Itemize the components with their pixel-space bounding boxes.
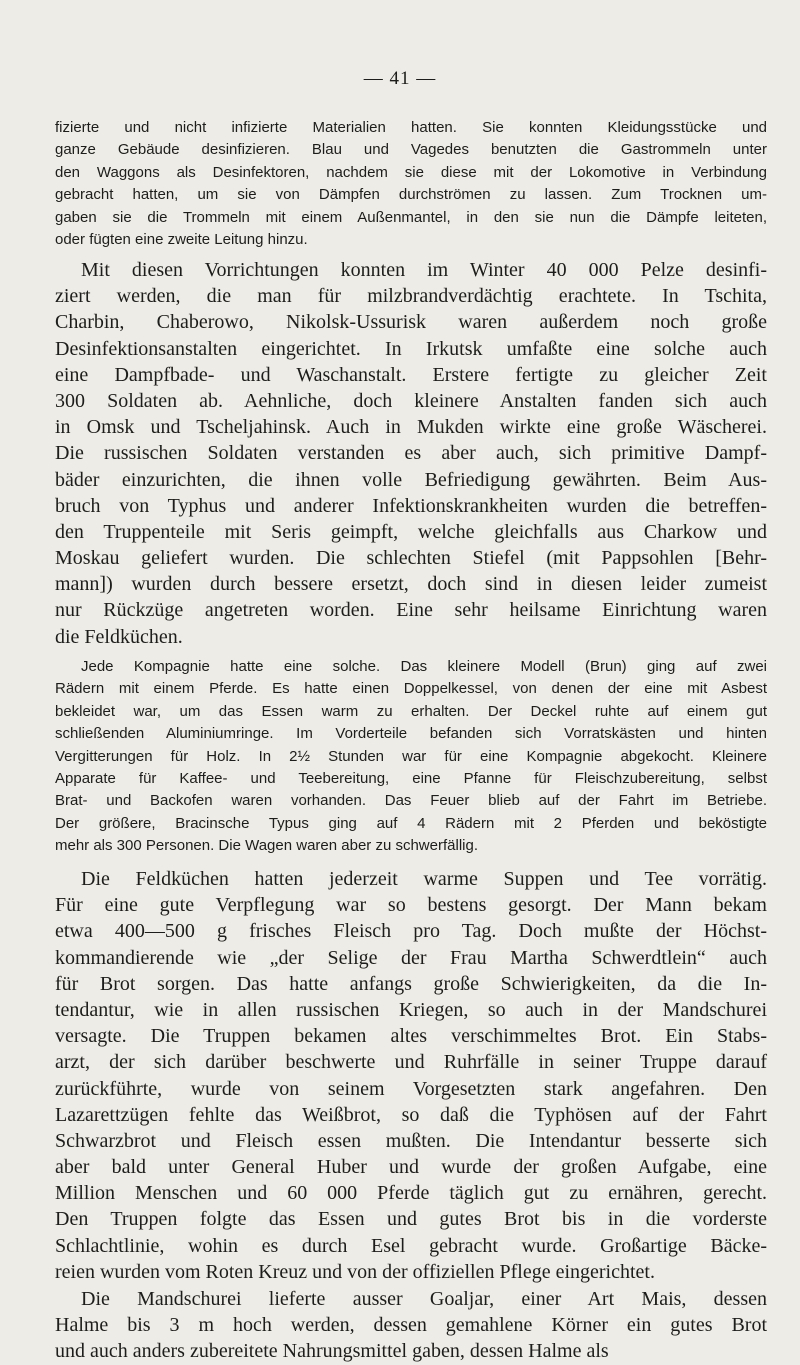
text-line: Moskau geliefert wurden. Die schlechten Stiefel (mit Pappsohlen [Behr- (55, 547, 767, 570)
text-line: versagte. Die Truppen bekamen altes verschimmeltes Brot. Ein Stabs- (55, 1025, 767, 1048)
text-line: in Omsk und Tscheljahinsk. Auch in Mukden wirkte eine große Wäscherei. (55, 416, 767, 439)
text-line: mehr als 300 Personen. Die Wagen waren aber zu schwerfällig. (55, 837, 478, 855)
text-line: Die Mandschurei lieferte ausser Goaljar, einer Art Mais, dessen (81, 1288, 767, 1310)
text-line: Million Menschen und 60 000 Pferde täglich gut zu ernähren, gerecht. (55, 1182, 767, 1205)
text-line: bekleidet war, um das Essen warm zu erhalten. Der Deckel ruhte auf einem gut (55, 702, 767, 720)
paragraph-4 (55, 866, 767, 1285)
text-line: aber bald unter General Huber und wurde der großen Aufgabe, eine (55, 1156, 767, 1179)
text-line: gebracht hatten, um sie von Dämpfen durchströmen zu lassen. Zum Trocknen um- (55, 186, 767, 204)
text-line: Jede Kompagnie hatte eine solche. Das kleinere Modell (Brun) ging auf zwei (81, 658, 767, 675)
text-line: Mit diesen Vorrichtungen konnten im Winter 40 000 Pelze desinfi- (81, 259, 767, 281)
text-line: oder fügten eine zweite Leitung hinzu. (55, 230, 308, 248)
text-line: die Feldküchen. (55, 625, 183, 648)
text-line: Die russischen Soldaten verstanden es aber auch, sich primitive Dampf- (55, 442, 767, 465)
paragraph-1 (55, 117, 767, 251)
text-line: eine Dampfbade- und Waschanstalt. Erstere fertigte zu gleicher Zeit (55, 363, 767, 386)
paragraph-5 (55, 1286, 767, 1365)
text-line: bruch von Typhus und anderer Infektionskrankheiten wurden die betreffen- (55, 494, 767, 517)
text-line: 300 Soldaten ab. Aehnliche, doch kleinere Anstalten fanden sich auch (55, 389, 767, 412)
text-line: Lazarettzügen fehlte das Weißbrot, so daß die Typhösen auf der Fahrt (55, 1103, 767, 1126)
text-line: schließenden Aluminiumringe. Im Vorderteile befanden sich Vorratskästen und hinten (55, 725, 767, 743)
text-line: mann]) wurden durch bessere ersetzt, doch sind in diesen leider zumeist (55, 573, 767, 596)
text-line: den Truppenteile mit Seris geimpft, welche gleichfalls aus Charkow und (55, 520, 767, 543)
text-line: Vergitterungen für Holz. In 2½ Stunden war für eine Kompagnie abgekocht. Kleinere (55, 747, 767, 765)
text-line: Apparate für Kaffee- und Teebereitung, eine Pfanne für Fleischzubereitung, selbst (55, 769, 767, 787)
text-line: gaben sie die Trommeln mit einem Außenmantel, in den sie nun die Dämpfe leiteten, (55, 208, 767, 226)
text-line: ziert werden, die man für milzbrandverdächtig erachtete. In Tschita, (55, 285, 767, 308)
text-line: Charbin, Chaberowo, Nikolsk-Ussurisk waren außerdem noch große (55, 311, 767, 334)
text-line: bäder einzurichten, die ihnen volle Befriedigung gewährten. Beim Aus- (55, 468, 767, 491)
page-number: — 41 — (363, 68, 437, 89)
text-line: Für eine gute Verpflegung war so bestens gesorgt. Der Mann bekam (55, 894, 767, 917)
text-line: Rädern mit einem Pferde. Es hatte einen Doppelkessel, von denen der eine mit Asbest (55, 680, 767, 698)
text-line: kommandierende wie „der Selige der Frau Martha Schwerdtlein“ auch (55, 946, 767, 969)
text-line: arzt, der sich darüber beschwerte und Ruhrfälle in seiner Truppe darauf (55, 1051, 767, 1074)
text-line: fizierte und nicht infizierte Materialien hatten. Sie konnten Kleidungsstücke und (55, 119, 767, 136)
text-line: Der größere, Bracinsche Typus ging auf 4 Rädern mit 2 Pferden und beköstigte (55, 814, 767, 832)
text-line: tendantur, wie in allen russischen Kriegen, so auch in der Mandschurei (55, 998, 767, 1021)
text-line: Den Truppen folgte das Essen und gutes Brot bis in die vorderste (55, 1208, 767, 1231)
text-line: für Brot sorgen. Das hatte anfangs große Schwierigkeiten, da die In- (55, 972, 767, 995)
text-line: Desinfektionsanstalten eingerichtet. In Irkutsk umfaßte eine solche auch (55, 337, 767, 360)
text-line: reien wurden vom Roten Kreuz und von der offiziellen Pflege eingerichtet. (55, 1260, 655, 1283)
text-line: nur Rückzüge angetreten worden. Eine sehr heilsame Einrichtung waren (55, 599, 767, 622)
text-line: Die Feldküchen hatten jederzeit warme Suppen und Tee vorrätig. (81, 868, 767, 890)
text-line: den Waggons als Desinfektoren, nachdem sie diese mit der Lokomotive in Verbindung (55, 163, 767, 181)
text-line: etwa 400—500 g frisches Fleisch pro Tag. Doch mußte der Höchst- (55, 920, 767, 943)
text-line: zurückführte, wurde von seinem Vorgesetzten stark angefahren. Den (55, 1077, 767, 1100)
paragraph-2 (55, 257, 767, 650)
text-line: Halme bis 3 m hoch werden, dessen gemahlene Körner ein gutes Brot (55, 1314, 767, 1337)
text-line: Brat- und Backofen waren vorhanden. Das Feuer blieb auf der Fahrt im Betriebe. (55, 792, 767, 810)
paragraph-3 (55, 656, 767, 858)
text-line: ganze Gebäude desinfizieren. Blau und Vagedes benutzten die Gastrommeln unter (55, 141, 767, 159)
text-line: Schlachtlinie, wohin es durch Esel gebracht wurde. Großartige Bäcke- (55, 1234, 767, 1257)
text-line: und auch anders zubereitete Nahrungsmittel gaben, dessen Halme als (55, 1340, 609, 1363)
text-line: Schwarzbrot und Fleisch essen mußten. Die Intendantur besserte sich (55, 1129, 767, 1152)
